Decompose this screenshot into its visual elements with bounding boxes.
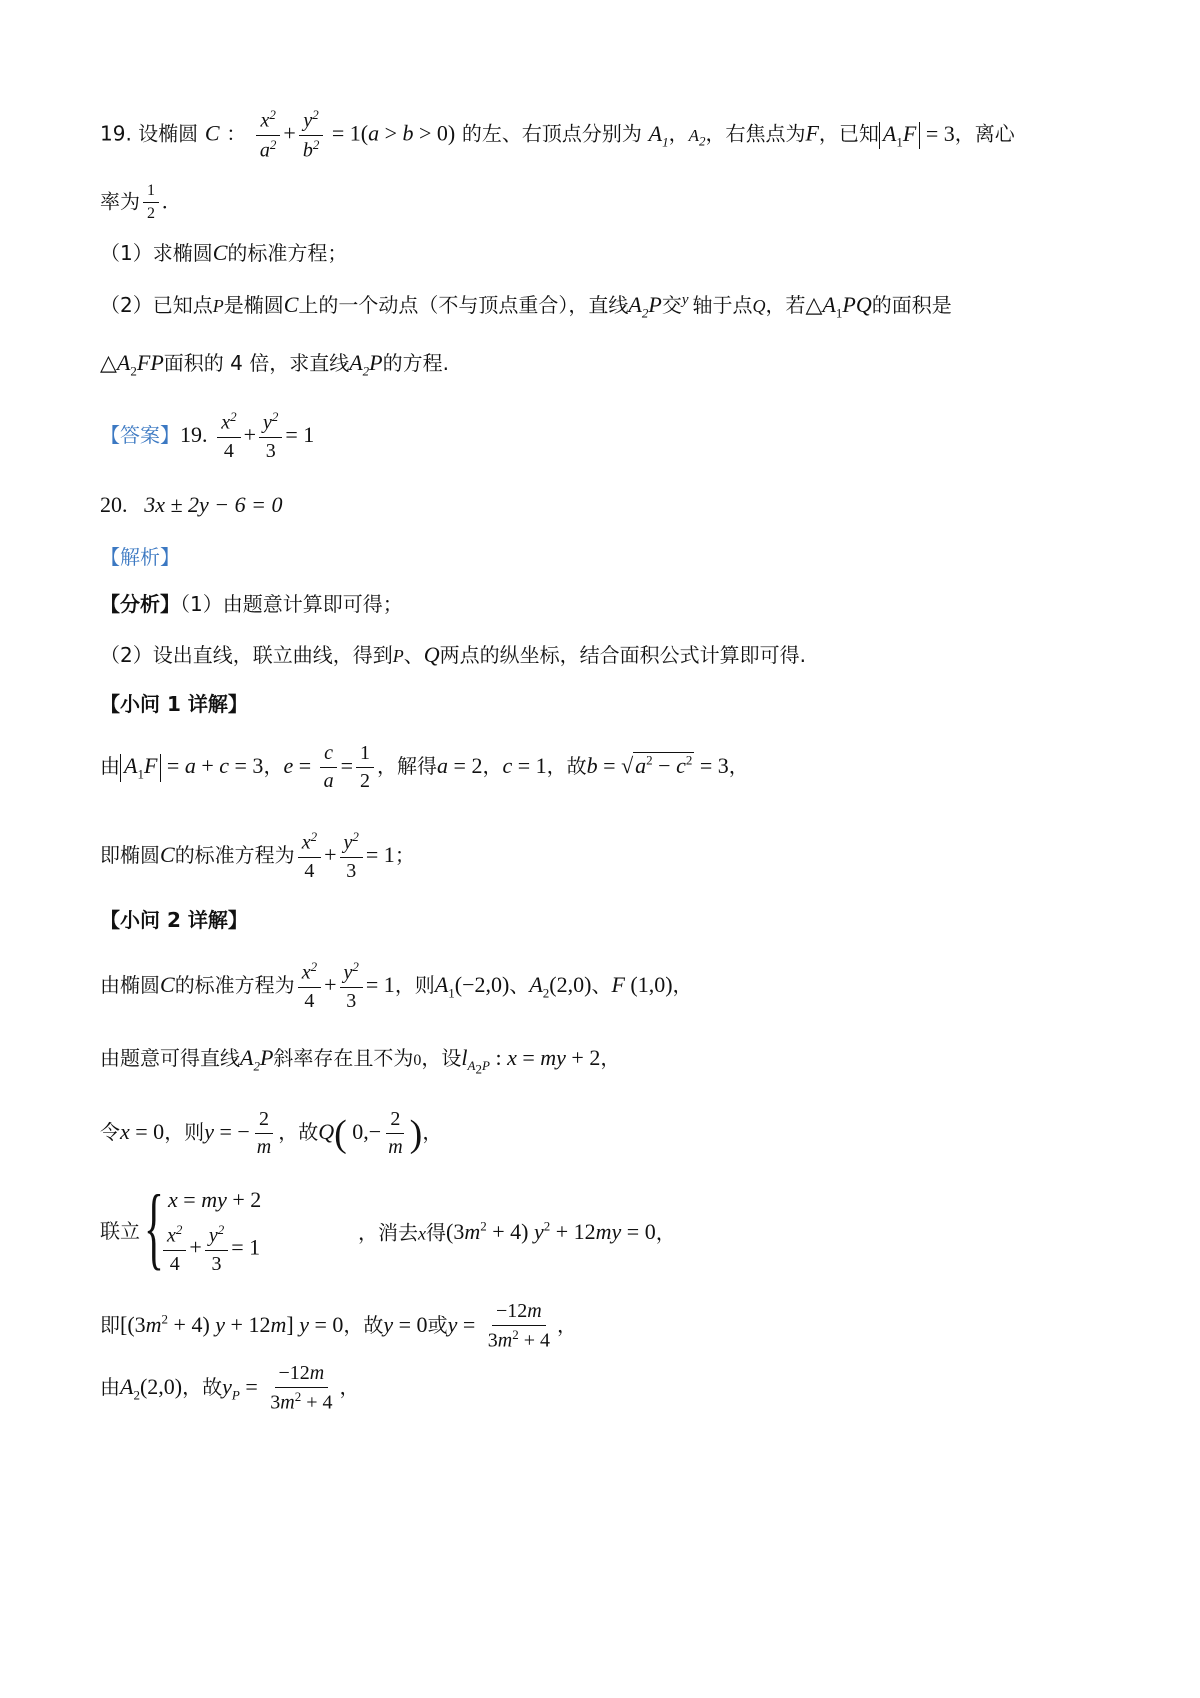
solution-2-line-2: 由题意可得直线$A_2P$斜率存在且不为0，设$l_{A_2P}$ : x = my + 2， [100,1045,621,1077]
solution-2-line-3: 令x = 0，则y = − $\frac{2}{m}$ ，故Q( 0,− $\frac{2}{m}$ )， [100,1108,443,1158]
solution-1-line-1: 由 $A_1F = a + c = 3$，e = $\frac{c}{a}$ = $\frac{1}{2}$ ，解得a = 2，c = 1，故$b = √a^2 - c^2 = 3$， [100,742,749,792]
solution-2-line-6: 由$A_2(2,0)$，故$y_P$ = $\frac{-12m}{3m^2 + 4}$ ， [100,1362,360,1414]
solution-1-line-2: 即椭圆C的标准方程为 $\frac{x^2}{4}$ + $\frac{y^2}{3}$ = 1； [100,829,415,882]
question-line-1: 19. 设椭圆 C ： $\frac{x^2}{a^2}$ + $\frac{y^2}{b^2}$ = 1(a > b > 0) 的左、右顶点分别为 $A_1$，$A_2$，右焦点为F，已知 $A_1F = 3$，离心 [100,107,1015,162]
solution-2-line-1: 由椭圆C的标准方程为 $\frac{x^2}{4}$ + $\frac{y^2}{3}$ = 1，则$A_1(-2,0)$、$A_2(2,0)$、F (1,0)， [100,959,693,1012]
question-part-1: （1）求椭圆C的标准方程； [100,240,348,265]
question-number: 19. 设椭圆 [100,121,199,146]
fraction: $\frac{x^2}{a^2}$ [256,108,281,162]
answer-tag: 【答案】 [100,422,180,447]
answer-line-20: 20. 3x ± 2y − 6 = 0 [100,492,283,517]
question-part-2-cont: $\triangle A_2FP$面积的 4 倍，求直线$A_2P$的方程. [100,350,449,379]
solution-2-line-5: 即$[(3m^2 + 4) y + 12m] y = 0$，故y = 0或y = $\frac{-12m}{3m^2 + 4}$ ， [100,1300,577,1352]
question-part-2: （2）已知点P是椭圆C上的一个动点（不与顶点重合），直线$A_2P$交$^y$ 轴于点Q，若$\triangle A_1PQ$的面积是 [100,292,952,321]
analysis-tag: 【解析】 [100,545,180,569]
fraction: $\frac{y^2}{b^2}$ [299,108,324,162]
subquestion-2-header: 【小问 2 详解】 [100,908,248,932]
analysis-fenxi-2: （2）设出直线，联立曲线，得到P、Q两点的纵坐标，结合面积公式计算即可得. [100,642,806,667]
solution-2-line-4: 联立 { x = my + 2 $\frac{x^2}{4}$ + $\frac{y^2}{3}$ = 1 ，消去x得$(3m^2 + 4) y^2 + 12my = 0$， [100,1176,676,1278]
analysis-fenxi-1: 【分析】（1）由题意计算即可得； [100,592,403,616]
question-line-2: 率为 $\frac{1}{2}$ . [100,182,168,223]
subquestion-1-header: 【小问 1 详解】 [100,692,248,716]
answer-line-19: 【答案】19. $\frac{x^2}{4}$ + $\frac{y^2}{3}$ = 1 [100,409,315,462]
